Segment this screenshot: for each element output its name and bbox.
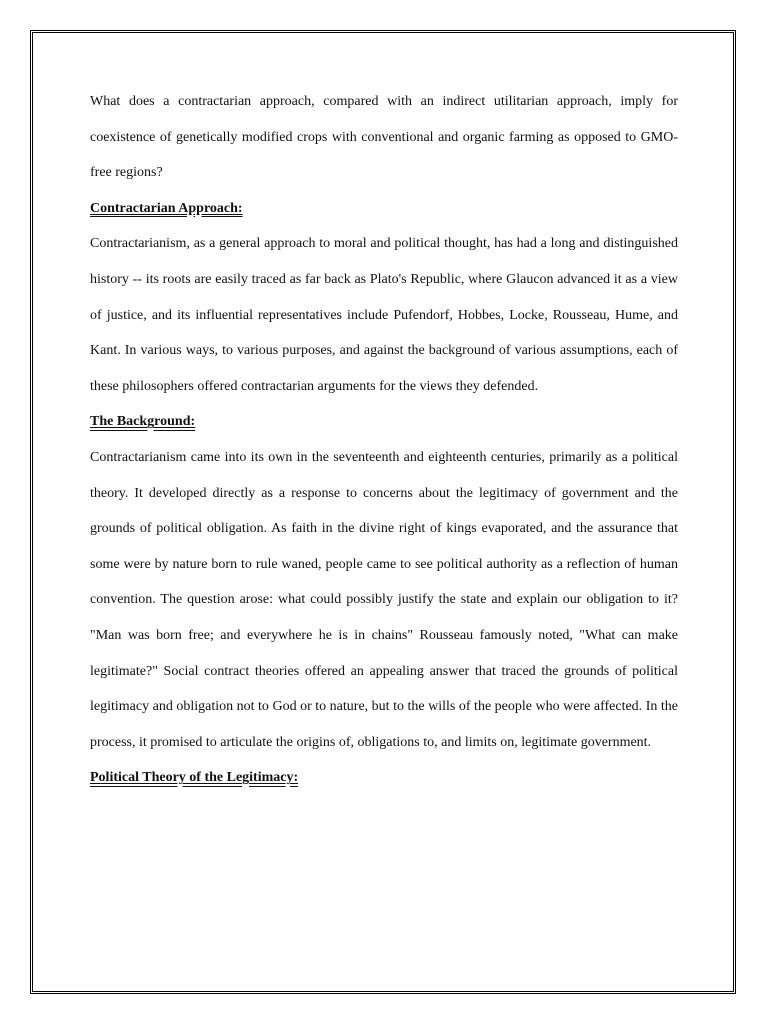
section-heading-contractarian-approach: Contractarian Approach:	[90, 200, 243, 216]
section-heading-political-theory: Political Theory of the Legitimacy:	[90, 770, 299, 786]
document-body	[90, 84, 678, 796]
section-body-contractarian-approach: Contractarianism, as a general approach to moral and political thought, has had a long and distinguished history -- its roots are easily traced as far back as Plato's Republic, where Glaucon advanced it as a view of justice, and its influential representatives include Pufendorf, Hobbes, Locke, Rousseau, Hume, and Kant. In various ways, to various purposes, and against the background of various assumptions, each of these philosophers offered contractarian arguments for the views they defended.	[90, 236, 678, 394]
section-heading-background: The Background:	[90, 414, 196, 430]
question-paragraph: What does a contractarian approach, compared with an indirect utilitarian approach, imply for coexistence of genetically modified crops with conventional and organic farming as opposed to GMO-free regions?	[90, 94, 678, 181]
section-body-background: Contractarianism came into its own in the seventeenth and eighteenth centuries, primarily as a political theory. It developed directly as a response to concerns about the legitimacy of government and the grounds of political obligation. As faith in the divine right of kings evaporated, and the assurance that some were by nature born to rule waned, people came to see political authority as a reflection of human convention. The question arose: what could possibly justify the state and explain our obligation to it? "Man was born free; and everywhere he is in chains" Rousseau famously noted, "What can make legitimate?" Social contract theories offered an appealing answer that traced the grounds of political legitimacy and obligation not to God or to nature, but to the wills of the people who were affected. In the process, it promised to articulate the origins of, obligations to, and limits on, legitimate government.	[90, 449, 678, 750]
